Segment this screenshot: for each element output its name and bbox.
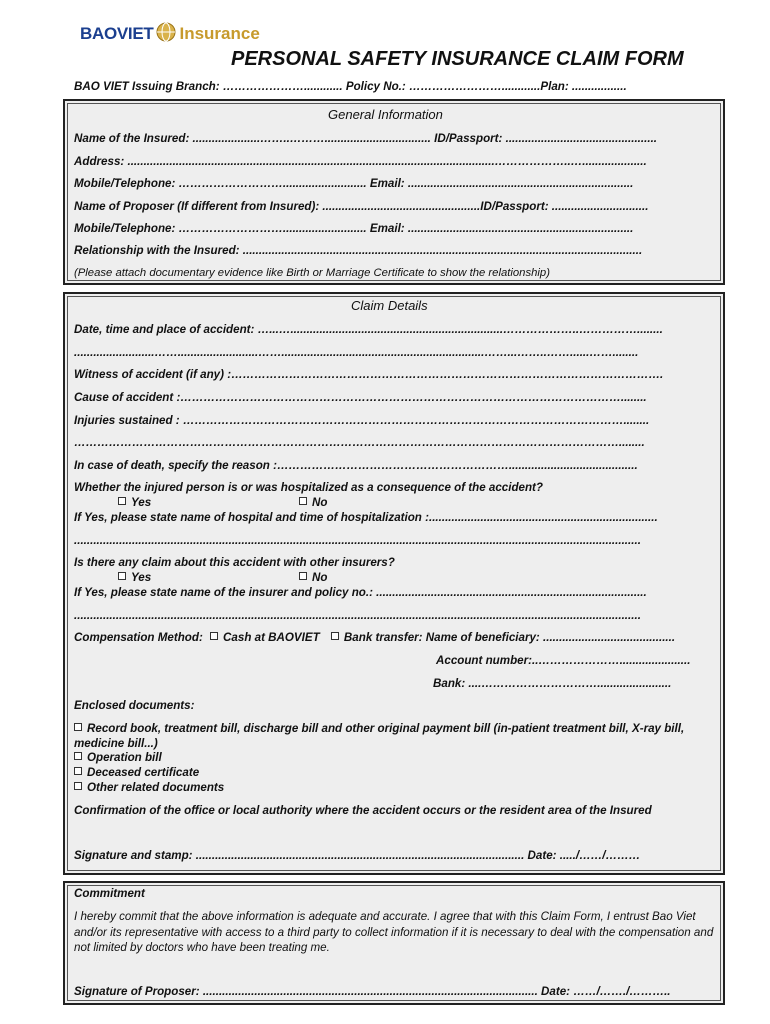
checkbox-icon[interactable] xyxy=(118,497,126,505)
bank-transfer-checkbox-icon[interactable] xyxy=(331,632,339,640)
doc-label: Other related documents xyxy=(87,781,225,794)
insured-name-field[interactable]: Name of the Insured: .....................……..………................................. ID/Passport: ............................................... xyxy=(74,132,658,145)
commitment-title: Commitment xyxy=(74,887,145,900)
no-label: No xyxy=(312,496,328,509)
hospitalized-question: Whether the injured person is or was hospitalized as a consequence of the accident? xyxy=(74,481,544,494)
doc-label: Operation bill xyxy=(87,751,162,764)
witness-field[interactable]: Witness of accident (if any) :…………………………………………………………………………………………………. xyxy=(74,368,664,381)
hospital-continuation[interactable]: ................................................................................................................................................................................ xyxy=(74,534,641,547)
no-label: No xyxy=(312,571,328,584)
hospitalized-yes-option[interactable] xyxy=(118,496,151,509)
checkbox-icon[interactable] xyxy=(118,572,126,580)
insurer-continuation[interactable]: ................................................................................................................................................................................ xyxy=(74,609,641,622)
general-information-title: General Information xyxy=(328,107,443,122)
yes-label: Yes xyxy=(131,571,152,584)
account-number-field[interactable]: Account number:..…………………...................... xyxy=(436,654,691,667)
doc-label: Deceased certificate xyxy=(87,766,200,779)
other-claim-yes-option[interactable] xyxy=(118,571,151,584)
checkbox-icon[interactable] xyxy=(74,723,82,731)
checkbox-icon[interactable] xyxy=(299,497,307,505)
cash-checkbox-icon[interactable] xyxy=(210,632,218,640)
address-field[interactable]: Address: ..................................................................................................................………………..….................... xyxy=(74,155,647,168)
logo-brand-text: BAOVIET xyxy=(80,24,154,43)
general-information-box xyxy=(63,99,725,285)
cause-field[interactable]: Cause of accident :……………………………………………………………………………………………………........ xyxy=(74,391,647,404)
hospitalized-no-option[interactable] xyxy=(299,496,327,509)
commitment-text: I hereby commit that the above information is adequate and accurate. I agree that with this Claim Form, I entrust Bao Viet and/or its representative with access to a third party to collect information if it is necessary to deal with the compensation and not limited by doctors who have been treating me. xyxy=(74,910,714,954)
mobile-telephone-field[interactable]: Mobile/Telephone: ……………………….......................... Email: ...................................................................... xyxy=(74,177,634,190)
enclosed-doc-other[interactable] xyxy=(74,781,224,794)
logo-insurance-text: Insurance xyxy=(179,24,260,43)
other-claim-no-option[interactable] xyxy=(299,571,327,584)
globe-icon xyxy=(156,22,176,47)
hospital-name-field[interactable]: If Yes, please state name of hospital and time of hospitalization :....................................................................... xyxy=(74,511,658,524)
proposer-mobile-field[interactable]: Mobile/Telephone: ……………………….......................... Email: ...................................................................... xyxy=(74,222,634,235)
doc-label: Record book, treatment bill, discharge bill and other original payment bill (in-patient treatment bill, X-ray bill, medicine bill...) xyxy=(74,722,685,750)
death-reason-field[interactable]: In case of death, specify the reason :……………………………………………………........................................ xyxy=(74,459,638,472)
other-claim-question: Is there any claim about this accident with other insurers? xyxy=(74,556,395,569)
accident-date-place-continuation[interactable]: .........................…….........................……...............................................................……...……..……......……........ xyxy=(74,346,639,359)
checkbox-icon[interactable] xyxy=(299,572,307,580)
baoviet-logo xyxy=(80,22,260,46)
checkbox-icon[interactable] xyxy=(74,782,82,790)
enclosed-doc-deceased-certificate[interactable] xyxy=(74,766,199,779)
signature-stamp-field[interactable]: Signature and stamp: ...................................................................................................... Date: ...../……/……… xyxy=(74,849,641,862)
relationship-field[interactable]: Relationship with the Insured: ............................................................................................................................ xyxy=(74,244,643,257)
relationship-note: (Please attach documentary evidence like Birth or Marriage Certificate to show the relationship) xyxy=(74,267,550,279)
insurer-policy-field[interactable]: If Yes, please state name of the insurer and policy no.: .................................................................................... xyxy=(74,586,647,599)
form-title: PERSONAL SAFETY INSURANCE CLAIM FORM xyxy=(231,48,684,70)
injuries-field[interactable]: Injuries sustained : ……………………………………………………………………………………………………........ xyxy=(74,414,650,427)
claim-details-title: Claim Details xyxy=(351,298,428,313)
checkbox-icon[interactable] xyxy=(74,752,82,760)
enclosed-documents-title: Enclosed documents: xyxy=(74,699,195,712)
confirmation-label: Confirmation of the office or local authority where the accident occurs or the resident area of the Insured xyxy=(74,804,652,817)
checkbox-icon[interactable] xyxy=(74,767,82,775)
bank-field[interactable]: Bank: ....…………………………....................... xyxy=(433,677,672,690)
header-branch-policy-line[interactable]: BAO VIET Issuing Branch: …………………............ Policy No.: ……………………............Plan: ................. xyxy=(74,80,627,93)
compensation-method-label: Compensation Method: xyxy=(74,631,203,644)
enclosed-doc-record-book[interactable] xyxy=(74,721,714,751)
proposer-name-field[interactable]: Name of Proposer (If different from Insured): .................................................ID/Passport: .............................. xyxy=(74,200,649,213)
proposer-signature-field[interactable]: Signature of Proposer: ........................................................................................................ Date: ……/……./……….. xyxy=(74,985,671,998)
accident-date-place-field[interactable]: Date, time and place of accident: …...…..................................................................………………..……………........ xyxy=(74,323,663,336)
injuries-continuation[interactable]: ……………………………………………………………………………………………………………………………........ xyxy=(74,436,645,449)
yes-label: Yes xyxy=(131,496,152,509)
bank-transfer-beneficiary-field[interactable]: Bank transfer: Name of beneficiary: ......................................... xyxy=(343,631,676,644)
enclosed-doc-operation-bill[interactable] xyxy=(74,751,162,764)
compensation-method-row xyxy=(74,631,675,644)
cash-option[interactable]: Cash at BAOVIET xyxy=(223,631,320,644)
